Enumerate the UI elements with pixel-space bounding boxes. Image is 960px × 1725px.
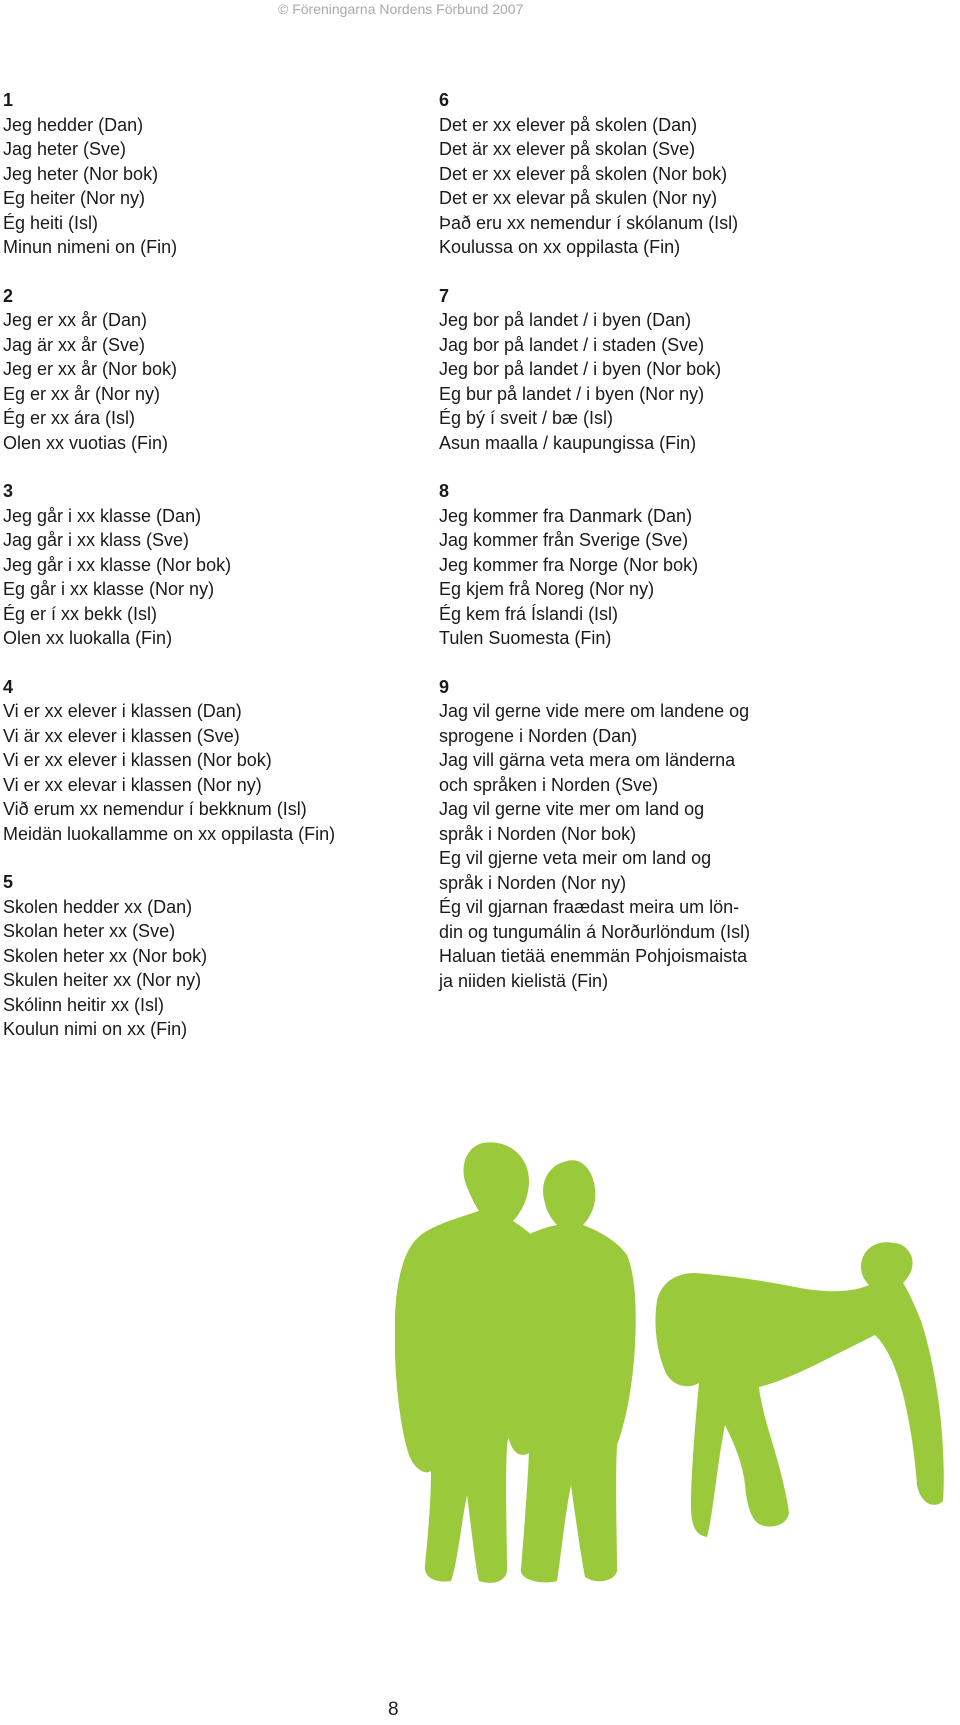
phrase-line: Jeg hedder (Dan) — [3, 114, 144, 135]
phrase-line: språk i Norden (Nor bok) — [439, 823, 637, 844]
phrase-line: Jeg kommer fra Danmark (Dan) — [439, 505, 693, 526]
phrase-line: Ég er í xx bekk (Isl) — [3, 603, 158, 624]
phrase-line: Jag vill gärna veta mera om länderna — [439, 750, 736, 770]
section-number: 9 — [439, 676, 450, 697]
three-people-silhouette-icon — [395, 1125, 960, 1585]
phrase-section-3 — [3, 479, 423, 651]
phrase-line: Det er xx elevar på skulen (Nor ny) — [439, 188, 718, 208]
phrase-line: Skólinn heitir xx (Isl) — [3, 994, 165, 1015]
phrase-line: Jag heter (Sve) — [3, 139, 127, 159]
phrase-line: Eg vil gjerne veta meir om land og — [439, 848, 712, 868]
person-silhouette-right — [655, 1242, 943, 1537]
phrase-line: Jeg bor på landet / i byen (Dan) — [439, 310, 692, 330]
phrase-line: Det er xx elever på skolen (Dan) — [439, 114, 698, 135]
phrase-section-7 — [439, 284, 859, 456]
phrase-line: Jeg går i xx klasse (Nor bok) — [3, 554, 232, 575]
section-number: 1 — [3, 90, 14, 110]
phrase-section-5 — [3, 870, 423, 1042]
phrase-line: Jeg går i xx klasse (Dan) — [3, 505, 202, 526]
phrase-line: Jag går i xx klass (Sve) — [3, 530, 190, 550]
phrase-line: ja niiden kielistä (Fin) — [439, 970, 609, 991]
phrase-line: Haluan tietää enemmän Pohjoismaista — [439, 946, 748, 966]
page-number: 8 — [388, 1699, 399, 1720]
phrase-section-8 — [439, 479, 859, 651]
phrase-section-4 — [3, 675, 423, 847]
phrase-line: Koulun nimi on xx (Fin) — [3, 1019, 188, 1039]
phrase-section-6 — [439, 88, 859, 260]
phrase-line: Asun maalla / kaupungissa (Fin) — [439, 432, 697, 453]
phrase-line: Jag vil gerne vite mer om land og — [439, 799, 705, 819]
phrase-line: Ég kem frá Íslandi (Isl) — [439, 603, 619, 624]
phrase-line: Meidän luokallamme on xx oppilasta (Fin) — [3, 823, 336, 844]
phrase-line: Eg bur på landet / i byen (Nor ny) — [439, 383, 705, 404]
phrase-line: Eg er xx år (Nor ny) — [3, 383, 161, 404]
phrase-line: Jeg er xx år (Nor bok) — [3, 359, 178, 379]
section-number: 8 — [439, 481, 450, 501]
phrase-line: Olen xx luokalla (Fin) — [3, 628, 173, 648]
phrase-line: Det er xx elever på skolen (Nor bok) — [439, 163, 728, 184]
phrase-line: Vi er xx elever i klassen (Nor bok) — [3, 750, 272, 770]
phrase-line: Olen xx vuotias (Fin) — [3, 432, 169, 453]
phrase-line: Minun nimeni on (Fin) — [3, 237, 178, 257]
phrase-section-2 — [3, 284, 423, 456]
phrase-line: Skolen hedder xx (Dan) — [3, 896, 193, 917]
phrase-line: Ég heiti (Isl) — [3, 212, 99, 233]
phrase-line: Ég vil gjarnan fraædast meira um lön- — [439, 897, 740, 917]
phrase-line: Jag bor på landet / i staden (Sve) — [439, 334, 705, 355]
phrase-line: Það eru xx nemendur í skólanum (Isl) — [439, 212, 739, 233]
phrase-line: Ég bý í sveit / bæ (Isl) — [439, 408, 614, 428]
section-number: 2 — [3, 285, 14, 306]
section-number: 7 — [439, 285, 450, 306]
phrase-line: Skulen heiter xx (Nor ny) — [3, 970, 202, 990]
phrase-line: Jeg heter (Nor bok) — [3, 163, 159, 184]
phrase-line: Koulussa on xx oppilasta (Fin) — [439, 237, 681, 257]
phrase-line: sprogene i Norden (Dan) — [439, 725, 638, 746]
phrase-line: Skolan heter xx (Sve) — [3, 921, 176, 941]
phrase-line: Vi er xx elever i klassen (Dan) — [3, 701, 242, 721]
phrase-line: Det är xx elever på skolan (Sve) — [439, 139, 696, 159]
phrase-line: och språken i Norden (Sve) — [439, 774, 659, 795]
phrase-line: Eg kjem frå Noreg (Nor ny) — [439, 579, 655, 599]
section-number: 3 — [3, 481, 14, 501]
phrase-line: Tulen Suomesta (Fin) — [439, 628, 612, 648]
phrase-line: Eg går i xx klasse (Nor ny) — [3, 579, 215, 599]
phrase-section-9 — [439, 675, 859, 994]
phrase-line: Vi er xx elevar i klassen (Nor ny) — [3, 774, 262, 795]
phrase-section-1 — [3, 88, 423, 260]
phrase-line: Eg heiter (Nor ny) — [3, 188, 146, 208]
phrase-line: din og tungumálin á Norðurlöndum (Isl) — [439, 921, 751, 942]
section-number: 5 — [3, 872, 14, 892]
phrase-line: Jeg bor på landet / i byen (Nor bok) — [439, 359, 722, 379]
phrase-line: Jeg er xx år (Dan) — [3, 310, 148, 330]
phrase-line: Jeg kommer fra Norge (Nor bok) — [439, 554, 699, 575]
section-number: 4 — [3, 676, 14, 697]
phrase-line: Við erum xx nemendur í bekknum (Isl) — [3, 799, 307, 819]
copyright-notice: © Föreningarna Nordens Förbund 2007 — [278, 1, 524, 17]
phrase-line: Vi är xx elever i klassen (Sve) — [3, 725, 240, 746]
right-column — [439, 88, 859, 1017]
section-number: 6 — [439, 90, 450, 110]
phrase-line: Jag vil gerne vide mere om landene og — [439, 701, 750, 721]
phrase-line: Jag kommer från Sverige (Sve) — [439, 530, 689, 550]
phrase-line: Ég er xx ára (Isl) — [3, 408, 136, 428]
left-column — [3, 88, 423, 1066]
phrase-line: Jag är xx år (Sve) — [3, 334, 146, 355]
phrase-line: språk i Norden (Nor ny) — [439, 872, 627, 893]
phrase-line: Skolen heter xx (Nor bok) — [3, 945, 208, 966]
